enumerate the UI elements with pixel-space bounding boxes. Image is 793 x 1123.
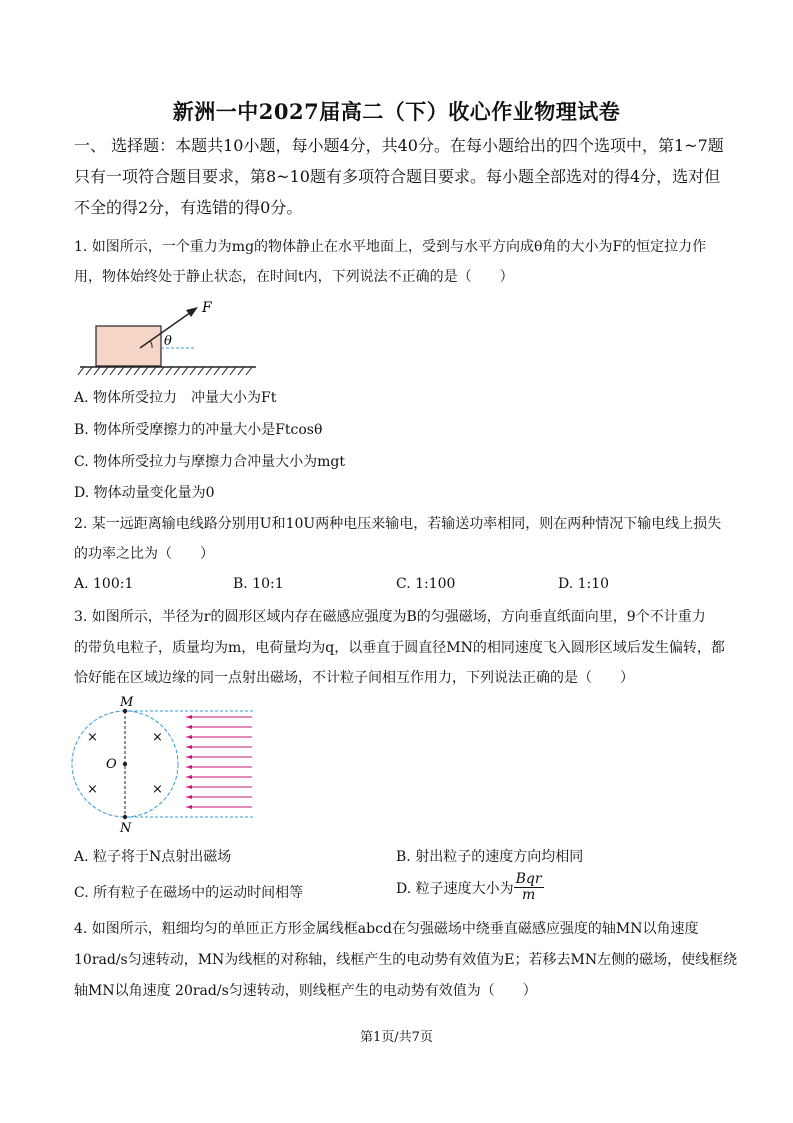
q4-line3: 轴MN以角速度 20rad/s匀速转动，则线框产生的电动势有效值为（ ） bbox=[74, 983, 537, 999]
q3-figure bbox=[68, 692, 260, 838]
q1-option-b: B. 物体所受摩擦力的冲量大小是Ftcosθ bbox=[74, 422, 323, 438]
q1-line2-emph: 不正确 bbox=[387, 269, 430, 285]
q3-option-c: C. 所有粒子在磁场中的运动时间相等 bbox=[74, 885, 304, 901]
q3-label-M: M bbox=[120, 695, 134, 710]
q3-option-d-fraction bbox=[514, 872, 544, 903]
q3-option-d bbox=[396, 872, 544, 903]
q4-line1: 4. 如图所示，粗细均匀的单匝正方形金属线框abcd在匀强磁场中绕垂直磁感应强度的轴MN以角速度 bbox=[74, 921, 699, 937]
q3-option-d-text: D. 粒子速度大小为 bbox=[396, 880, 514, 897]
q3-option-a: A. 粒子将于N点射出磁场 bbox=[74, 849, 232, 865]
q1-line1: 1. 如图所示，一个重力为mg的物体静止在水平地面上，受到与水平方向成θ角的大小为F的恒定拉力作 bbox=[74, 239, 707, 255]
q3-line1: 3. 如图所示，半径为r的圆形区域内存在磁感应强度为B的匀强磁场，方向垂直纸面向里，9个不计重力 bbox=[74, 609, 706, 625]
q1-option-c: C. 物体所受拉力与摩擦力合冲量大小为mgt bbox=[74, 454, 345, 470]
page-footer: 第1页/共7页 bbox=[360, 1030, 433, 1045]
q1-option-d: D. 物体动量变化量为0 bbox=[74, 485, 215, 501]
q2-line2: 的功率之比为（ ） bbox=[74, 546, 214, 562]
q3-label-O: O bbox=[106, 757, 117, 772]
q2-option-d: D. 1:10 bbox=[558, 576, 610, 592]
q3-point-N bbox=[123, 815, 127, 819]
q1-line2-pre: 用，物体始终处于静止状态，在时间t内，下列说法 bbox=[74, 269, 388, 285]
q1-force-arrowhead bbox=[186, 307, 198, 317]
q1-block bbox=[96, 326, 161, 366]
q1-line2-post: 的是（ ） bbox=[429, 269, 514, 285]
q3-line3: 恰好能在区域边缘的同一点射出磁场，不计粒子间相互作用力，下列说法正确的是（ ） bbox=[74, 670, 634, 686]
q2-option-c: C. 1:100 bbox=[396, 576, 456, 592]
q1-ground-hatch bbox=[78, 367, 252, 375]
q1-option-a: A. 物体所受拉力 冲量大小为Ft bbox=[74, 390, 277, 406]
q3-cross-br: × bbox=[152, 782, 163, 797]
q3-fraction-denominator: m bbox=[521, 887, 536, 903]
q3-fraction-numerator: Bqr bbox=[515, 871, 542, 887]
q3-cross-bl: × bbox=[87, 782, 98, 797]
q3-cross-tr: × bbox=[152, 730, 163, 745]
q3-velocity-arrows bbox=[186, 715, 252, 809]
q4-line2: 10rad/s匀速转动，MN为线框的对称轴，线框产生的电动势有效值为E；若移去MN左侧的磁场，使线框绕 bbox=[74, 952, 738, 968]
q1-figure bbox=[74, 296, 264, 378]
q3-option-b: B. 射出粒子的速度方向均相同 bbox=[396, 849, 584, 865]
q1-label-F: F bbox=[202, 300, 212, 316]
q2-option-a: A. 100:1 bbox=[74, 576, 134, 592]
q3-line2: 的带负电粒子，质量均为m，电荷量均为q，以垂直于圆直径MN的相同速度飞入圆形区域后发生偏转，都 bbox=[74, 640, 725, 656]
q3-point-O bbox=[123, 762, 127, 766]
section-instructions: 一、 选择题：本题共10小题，每小题4分，共40分。在每小题给出的四个选项中，第1~7题只有一项符合题目要求，第8~10题有多项符合题目要求。每小题全部选对的得4分，选对但不全的得2分，有选错的得0分。 bbox=[74, 136, 724, 217]
page-title: 新洲一中2027届高二（下）收心作业物理试卷 bbox=[172, 99, 621, 124]
q1-label-theta: θ bbox=[164, 334, 172, 349]
q3-label-N: N bbox=[120, 821, 132, 836]
q2-option-b: B. 10:1 bbox=[233, 576, 284, 592]
q3-cross-tl: × bbox=[87, 730, 98, 745]
q2-line1: 2. 某一远距离输电线路分别用U和10U两种电压来输电，若输送功率相同，则在两种情况下输电线上损失 bbox=[74, 516, 722, 532]
q1-line2 bbox=[74, 266, 514, 286]
